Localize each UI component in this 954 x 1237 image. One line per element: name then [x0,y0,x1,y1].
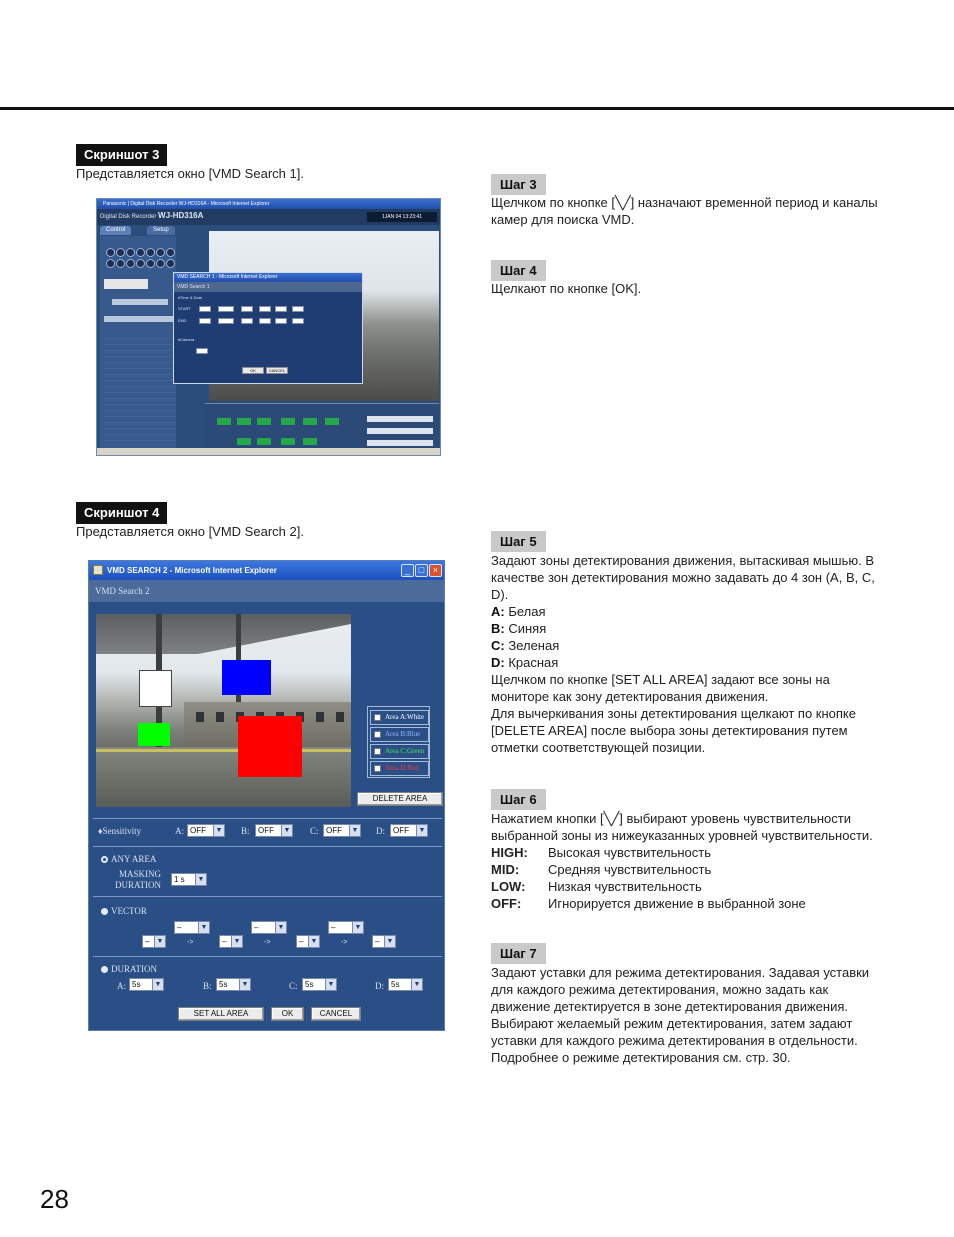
masking-duration-select[interactable]: 1 s ▼ [171,873,207,886]
step4-label: Шаг 4 [491,260,546,281]
close-icon[interactable]: × [429,564,442,577]
next-record-button[interactable] [303,418,317,425]
step5-zone-d: D: Красная [491,655,559,670]
camera-button[interactable] [146,259,155,268]
dur-a-label: A: [117,981,126,991]
divider [93,956,442,957]
vector-b-to-select[interactable]: – ▼ [251,921,287,934]
camera-button[interactable] [166,259,175,268]
any-area-radio[interactable] [101,856,108,863]
time-date-label: ♦Time & Date [178,295,203,300]
cancel-button[interactable]: CANCEL [266,367,288,374]
detection-zone-d[interactable] [238,716,302,777]
camera-label: ♦Camera [178,337,195,342]
prev-image-button[interactable] [237,438,251,445]
masking-label-1: MASKING [119,869,162,879]
dur-c-label: C: [289,981,298,991]
train-window [316,712,324,722]
start-day-select[interactable] [241,306,253,312]
stop-button[interactable] [281,438,295,445]
log-buttons[interactable] [104,316,174,322]
dialog-title: VMD SEARCH 1 - Microsoft Internet Explorer [174,273,362,282]
start-label: START [178,306,191,311]
status-bar [97,448,441,455]
dur-b-label: B: [203,981,212,991]
detection-zone-b[interactable] [222,660,271,695]
screenshot3-caption: Представляется окно [VMD Search 1]. [76,166,304,181]
step5-zone-a: A: Белая [491,604,546,619]
platform [96,747,351,807]
vector-label: VECTOR [111,906,147,916]
duration-d-select[interactable]: 5s ▼ [388,978,423,991]
chevron-down-icon: ▼ [239,979,250,990]
camera-button[interactable] [116,248,125,257]
dur-d-label: D: [375,981,384,991]
step5-set-all: Щелчком по кнопке [SET ALL AREA] задают все зоны на мониторе как зону детектирования движения. [491,672,830,704]
chevron-down-icon: ▼ [384,936,395,947]
area-c-option[interactable]: Area C:Green [370,744,429,759]
end-label: END [178,318,187,323]
pause-button[interactable] [257,438,271,445]
detection-zone-a[interactable] [139,670,172,707]
start-month-select[interactable] [218,306,234,312]
screenshot4-tag: Скриншот 4 [76,502,167,524]
chevron-down-icon: ▼ [154,936,165,947]
checkbox-icon[interactable] [374,731,381,738]
sensitivity-label: ♦Sensitivity [98,826,142,836]
sens-c-label: C: [310,826,319,836]
area-b-option[interactable]: Area B:Blue [370,727,429,742]
masking-label-2: DURATION [115,880,161,890]
vector-arrow: -> [187,939,194,946]
camera-button[interactable] [126,259,135,268]
set-all-area-button[interactable]: SET ALL AREA [178,1007,264,1021]
step5-body [491,552,886,756]
vector-arrow: -> [264,939,271,946]
prev-record-button[interactable] [237,418,251,425]
duration-c-select[interactable]: 5s ▼ [302,978,337,991]
level-row: OFF: Игнорируется движение в выбранной зоне [491,896,806,911]
level-row: MID: Средняя чувствительность [491,862,712,877]
camera-button[interactable] [156,259,165,268]
window-title: VMD SEARCH 2 - Microsoft Internet Explorer [107,566,277,575]
end-month-select[interactable] [218,318,234,324]
divider [93,818,442,819]
divider [93,896,442,897]
end-year-select[interactable] [199,318,211,324]
rev-skip-button[interactable] [217,418,231,425]
camera-button[interactable] [136,259,145,268]
end-minute-select[interactable] [275,318,287,324]
any-area-label: ANY AREA [111,854,157,864]
rev-play-button[interactable] [257,418,271,425]
camera-button[interactable] [106,248,115,257]
checkbox-icon[interactable] [374,765,381,772]
step5-delete: Для вычеркивания зоны детектирования щелкают по кнопке [DELETE AREA] после выбора зоны детектирования путем отметки соответствующей позиции. [491,706,856,755]
chevron-down-icon: ▼ [308,936,319,947]
event-list[interactable] [104,333,176,443]
checkbox-icon[interactable] [374,714,381,721]
level-row: HIGH: Высокая чувствительность [491,845,712,860]
vector-arrow: -> [341,939,348,946]
cancel-button[interactable]: CANCEL [311,1007,361,1021]
screenshot4-caption: Представляется окно [VMD Search 2]. [76,524,304,539]
delete-area-button[interactable]: DELETE AREA [357,792,443,806]
step7-label: Шаг 7 [491,943,546,964]
step6-intro: Нажатием кнопки [╲╱] выбирают уровень чувствительности выбранной зоны из нижеуказанных уровней чувствительности. [491,811,873,843]
chevron-down-icon: ▼ [195,874,206,885]
sensitivity-b-select[interactable]: OFF ▼ [255,824,293,837]
camera-button[interactable] [116,259,125,268]
recorder-brand: Digital Disk Recorder WJ-HD316A [100,211,204,220]
search-buttons[interactable] [112,299,168,305]
sens-d-label: D: [376,826,385,836]
vector-a-to-select[interactable]: – ▼ [174,921,210,934]
divider [93,846,442,847]
step6-label: Шаг 6 [491,789,546,810]
sensitivity-c-select[interactable]: OFF ▼ [323,824,361,837]
control-panel [100,236,176,451]
sensitivity-d-select[interactable]: OFF ▼ [390,824,428,837]
multiscreen-buttons[interactable] [104,279,148,289]
chevron-down-icon: ▼ [231,936,242,947]
chevron-down-icon: ▼ [275,922,286,933]
chevron-down-icon: ▼ [416,825,427,836]
duration-label: DURATION [111,964,157,974]
end-day-select[interactable] [241,318,253,324]
camera-button[interactable] [106,259,115,268]
play-button[interactable] [281,418,295,425]
next-image-button[interactable] [303,438,317,445]
sensitivity-levels [491,844,886,912]
level-row: LOW: Низкая чувствительность [491,879,702,894]
start-year-select[interactable] [199,306,211,312]
vector-radio[interactable] [101,908,108,915]
end-second-select[interactable] [292,318,304,324]
chevron-down-icon: ▼ [213,825,224,836]
duration-radio[interactable] [101,966,108,973]
maximize-icon[interactable]: □ [415,564,428,577]
chevron-down-icon: ▼ [152,979,163,990]
checkbox-icon[interactable] [374,748,381,755]
camera-button[interactable] [156,248,165,257]
ok-button[interactable]: OK [271,1007,304,1021]
step3-label: Шаг 3 [491,174,546,195]
top-rule [0,107,954,110]
station-roof [96,614,351,654]
chevron-down-icon: ▼ [325,979,336,990]
sensitivity-a-select[interactable]: OFF ▼ [187,824,225,837]
train-window [196,712,204,722]
step6-body [491,810,886,912]
vmd-search-2-screenshot [88,560,445,1031]
dialog-heading: VMD Search 1 [174,282,362,292]
step5-intro: Задают зоны детектирования движения, вытаскивая мышью. В качестве зон детектирования можно задавать до 4 зон (A, B, C, D). [491,553,875,602]
playback-controls [205,403,439,453]
vector-d-from-select[interactable]: – ▼ [372,935,396,948]
camera-button[interactable] [146,248,155,257]
step5-zone-b: B: Синяя [491,621,547,636]
area-a-option[interactable]: Area A:White [370,710,429,725]
camera-select[interactable] [196,348,208,354]
ff-button[interactable] [325,418,339,425]
sens-b-label: B: [241,826,250,836]
duration-a-select[interactable]: 5s ▼ [129,978,164,991]
step7-text: Задают уставки для режима детектирования. Задавая уставки для каждого режима детектирования, можно задать как движение детектируется в зоне детектирования движения. Выбирают желаемый режим детектирования, затем задают уставки для каждого режима детектирования в отдельности. Подробнее о режиме детектирования см. стр. 30. [491,965,870,1065]
tab-setup[interactable]: Setup [147,226,175,235]
start-hour-select[interactable] [259,306,271,312]
step5-label: Шаг 5 [491,531,546,552]
duration-b-select[interactable]: 5s ▼ [216,978,251,991]
sens-a-label: A: [175,826,184,836]
train-window [216,712,224,722]
chevron-down-icon: ▼ [352,922,363,933]
detection-zone-c[interactable] [138,723,170,746]
ie-icon [93,565,103,575]
chevron-down-icon: ▼ [349,825,360,836]
start-minute-select[interactable] [275,306,287,312]
vector-a-from-select[interactable]: – ▼ [142,935,166,948]
camera-button[interactable] [136,248,145,257]
start-second-select[interactable] [292,306,304,312]
tab-control[interactable]: Control [100,226,131,235]
page-heading: VMD Search 2 [89,580,445,602]
step3-text: Щелчком по кнопке [╲╱] назначают временной период и каналы камер для поиска VMD. [491,195,878,227]
area-d-option[interactable]: Area D:Red [370,761,429,776]
chevron-down-icon: ▼ [198,922,209,933]
platform-edge [96,749,351,752]
camera-button[interactable] [126,248,135,257]
camera-button[interactable] [166,248,175,257]
minimize-icon[interactable]: _ [401,564,414,577]
recorder-clock: 1JAN 04 13:23:41 [367,212,437,222]
window-title: Panasonic | Digital Disk Recorder WJ-HD316A - Microsoft Internet Explorer [97,199,440,209]
chevron-down-icon: ▼ [411,979,422,990]
download-panel[interactable] [367,410,433,446]
vmd-search-1-screenshot [96,198,441,456]
vector-c-to-select[interactable]: – ▼ [328,921,364,934]
end-hour-select[interactable] [259,318,271,324]
ok-button[interactable]: OK [242,367,264,374]
vector-b-from-select[interactable]: – ▼ [219,935,243,948]
vector-c-from-select[interactable]: – ▼ [296,935,320,948]
area-select-panel [367,706,430,778]
page-number: 28 [40,1184,69,1214]
step4-text: Щелкают по кнопке [OK]. [491,281,642,296]
step5-zone-c: C: Зеленая [491,638,560,653]
chevron-down-icon: ▼ [281,825,292,836]
screenshot3-tag: Скриншот 3 [76,144,167,166]
train-window [336,712,344,722]
camera-image[interactable] [96,614,351,807]
vmd-search-1-dialog [173,272,363,384]
